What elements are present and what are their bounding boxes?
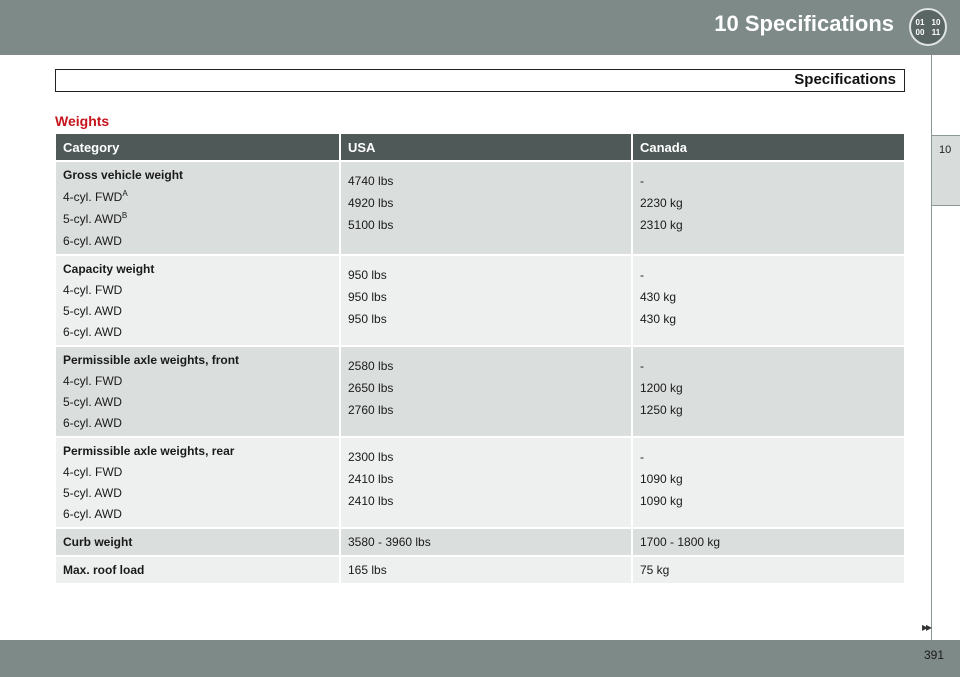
canada-value: 1250 kg [640,403,683,417]
section-title: Specifications [794,71,896,88]
canada-value: 2310 kg [640,218,683,232]
category-title: Permissible axle weights, rear [63,444,235,458]
canada-value: 1090 kg [640,494,683,508]
usa-value: 950 lbs [348,312,387,326]
category-item: 4-cyl. FWD [63,465,123,479]
canada-cell: 1700 - 1800 kg [632,528,904,556]
column-header-category: Category [56,134,340,161]
chapter-title: 10 Specifications [714,11,894,36]
usa-value: 2580 lbs [348,359,394,373]
usa-value: 950 lbs [348,268,387,282]
category-item: 4-cyl. FWD [63,283,123,297]
footnote-marker: B [121,211,128,220]
subsection-title: Weights [55,113,110,129]
category-item: 6-cyl. AWD [63,416,122,430]
category-title: Curb weight [63,535,133,549]
canada-value: 2230 kg [640,196,683,210]
next-page-arrows-icon[interactable]: ▸▸ [922,620,931,634]
canada-value: - [640,268,644,282]
page-number: 391 [923,648,944,662]
category-cell [56,556,340,583]
canada-value: - [640,359,644,373]
table-header-row [56,134,904,161]
icon-digit: 01 [915,18,925,27]
table-row [56,255,904,346]
category-item: 4-cyl. FWD [63,374,123,388]
usa-value: 2300 lbs [348,450,394,464]
chapter-tab[interactable] [931,135,960,206]
category-item [63,233,332,248]
category-item: 5-cyl. AWD [63,486,122,500]
footnote-marker: A [122,189,128,198]
section-header [55,69,905,92]
category-title: Max. roof load [63,563,145,577]
category-item: 5-cyl. AWD [63,395,122,409]
column-header-usa: USA [340,134,632,161]
item-name: 4-cyl. FWD [63,190,123,204]
category-cell [56,528,340,556]
canada-cell [632,437,904,528]
category-cell [56,437,340,528]
usa-value: 2760 lbs [348,403,394,417]
icon-digit: 00 [915,28,925,37]
canada-value: 1090 kg [640,472,683,486]
item-name: 5-cyl. AWD [63,212,122,226]
category-item [63,189,332,204]
usa-value: 2410 lbs [348,472,394,486]
category-item [63,211,332,226]
category-title: Capacity weight [63,262,155,276]
table-row [56,528,904,556]
usa-value: 4740 lbs [348,174,394,188]
usa-cell [340,161,632,255]
category-cell [56,161,340,255]
item-name: 6-cyl. AWD [63,234,122,248]
table-row [56,346,904,437]
usa-cell [340,255,632,346]
column-header-canada: Canada [632,134,904,161]
category-item: 6-cyl. AWD [63,325,122,339]
usa-value: 2410 lbs [348,494,394,508]
category-item: 6-cyl. AWD [63,507,122,521]
usa-value: 4920 lbs [348,196,394,210]
icon-digit: 11 [931,28,941,37]
canada-cell [632,255,904,346]
category-item: 5-cyl. AWD [63,304,122,318]
chapter-tab-label: 10 [939,144,952,156]
icon-digit: 10 [931,18,941,27]
category-cell [56,255,340,346]
canada-cell [632,346,904,437]
canada-value: 1200 kg [640,381,683,395]
table-row [56,161,904,255]
canada-value: 430 kg [640,312,677,326]
usa-cell: 3580 - 3960 lbs [340,528,632,556]
canada-value: - [640,174,644,188]
binary-code-icon [908,7,948,47]
canada-cell [632,161,904,255]
canada-value: - [640,450,644,464]
usa-value: 950 lbs [348,290,387,304]
footer-bar [0,640,960,677]
category-title: Permissible axle weights, front [63,353,240,367]
usa-value: 5100 lbs [348,218,394,232]
category-title: Gross vehicle weight [63,168,184,182]
canada-cell: 75 kg [632,556,904,583]
table-row [56,437,904,528]
table-row [56,556,904,583]
weights-table [56,134,904,583]
usa-cell: 165 lbs [340,556,632,583]
canada-value: 430 kg [640,290,677,304]
usa-cell [340,346,632,437]
usa-value: 2650 lbs [348,381,394,395]
category-cell [56,346,340,437]
usa-cell [340,437,632,528]
